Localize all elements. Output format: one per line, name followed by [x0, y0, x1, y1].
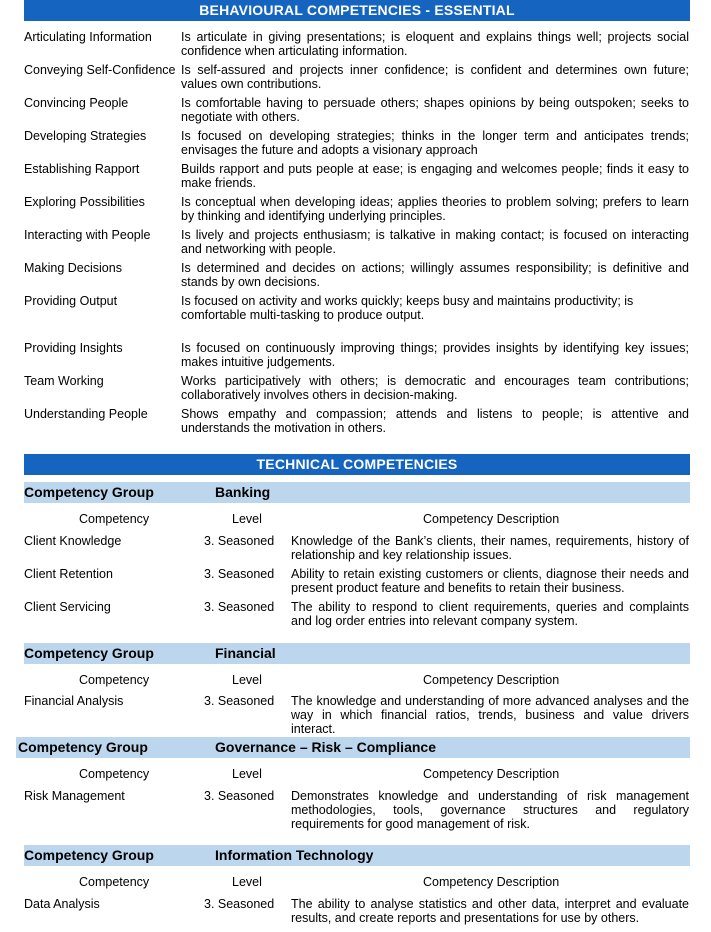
column-level: Level [232, 673, 262, 687]
behaviour-name: Establishing Rapport [24, 162, 140, 176]
behaviour-description: Is articulate in giving presentations; is eloquent and explains things well; projects social confidence when articulating information. [181, 30, 689, 58]
behaviour-name: Developing Strategies [24, 129, 147, 143]
behaviour-name: Making Decisions [24, 261, 122, 275]
technical-header: TECHNICAL COMPETENCIES [24, 454, 690, 475]
column-description: Competency Description [423, 512, 560, 526]
column-competency: Competency [79, 512, 150, 526]
competency-group-name: Financial [215, 645, 276, 661]
competency-description: Knowledge of the Bank’s clients, their names, requirements, history of relationship and key relationship issues. [291, 534, 689, 562]
behaviour-name: Conveying Self-Confidence [24, 63, 176, 77]
behaviour-name: Providing Output [24, 294, 118, 308]
competency-group-header [24, 643, 690, 664]
column-headers [24, 673, 689, 689]
competency-level: 3. Seasoned [204, 789, 275, 803]
competency-group-header [24, 845, 690, 866]
column-level: Level [232, 767, 262, 781]
competency-name: Client Knowledge [24, 534, 122, 548]
behaviour-name: Providing Insights [24, 341, 123, 355]
competency-description: The knowledge and understanding of more advanced analyses and the way in which financial ratios, trends, business and value drivers interact. [291, 694, 689, 736]
column-headers [24, 767, 689, 783]
column-level: Level [232, 512, 262, 526]
behaviour-name: Understanding People [24, 407, 148, 421]
competency-name: Financial Analysis [24, 694, 124, 708]
competency-description: The ability to analyse statistics and other data, interpret and evaluate results, and create reports and presentations for use by others. [291, 897, 689, 925]
competency-level: 3. Seasoned [204, 534, 275, 548]
column-description: Competency Description [423, 767, 560, 781]
behaviour-name: Articulating Information [24, 30, 152, 44]
behaviour-description: Is self-assured and projects inner confidence; is confident and determines own future; values own contributions. [181, 63, 689, 91]
column-description: Competency Description [423, 875, 560, 889]
competency-group-label: Competency Group [24, 847, 154, 863]
competency-name: Client Retention [24, 567, 113, 581]
behaviour-description: Is conceptual when developing ideas; applies theories to problem solving; prefers to learn by thinking and identifying underlying principles. [181, 195, 689, 223]
behaviour-name: Convincing People [24, 96, 129, 110]
competency-description: The ability to respond to client requirements, queries and complaints and log order entries into relevant company system. [291, 600, 689, 628]
competency-group-name: Banking [215, 484, 271, 500]
column-headers [24, 512, 689, 528]
competency-group-name: Information Technology [215, 847, 374, 863]
competency-level: 3. Seasoned [204, 567, 275, 581]
competency-description: Ability to retain existing customers or clients, diagnose their needs and present product feature and benefits to retain their business. [291, 567, 689, 595]
competency-level: 3. Seasoned [204, 600, 275, 614]
behaviour-description: Builds rapport and puts people at ease; is engaging and welcomes people; finds it easy to make friends. [181, 162, 689, 190]
competency-group-name: Governance – Risk – Compliance [215, 739, 436, 755]
behaviour-description: Is focused on activity and works quickly; keeps busy and maintains productivity; is comfortable multi-tasking to produce output. [181, 294, 634, 322]
column-competency: Competency [79, 767, 150, 781]
behaviour-description: Is lively and projects enthusiasm; is talkative in making contact; is focused on interacting and networking with people. [181, 228, 689, 256]
behaviour-description: Is determined and decides on actions; willingly assumes responsibility; is definitive and stands by own decisions. [181, 261, 689, 289]
competency-group-label: Competency Group [24, 484, 154, 500]
column-competency: Competency [79, 673, 150, 687]
behaviour-name: Team Working [24, 374, 104, 388]
column-description: Competency Description [423, 673, 560, 687]
behaviour-description: Works participatively with others; is democratic and encourages team contributions; collaboratively involves others in decision-making. [181, 374, 689, 402]
competency-group-header [24, 482, 690, 503]
column-level: Level [232, 875, 262, 889]
behaviour-description: Is comfortable having to persuade others; shapes opinions by being outspoken; seeks to negotiate with others. [181, 96, 689, 124]
behaviour-description: Shows empathy and compassion; attends and listens to people; is attentive and understands the motivation in others. [181, 407, 689, 435]
column-headers [24, 875, 689, 891]
competency-name: Data Analysis [24, 897, 100, 911]
competency-group-label: Competency Group [18, 739, 148, 755]
competency-level: 3. Seasoned [204, 897, 275, 911]
competency-group-label: Competency Group [24, 645, 154, 661]
behaviour-name: Interacting with People [24, 228, 151, 242]
competency-description: Demonstrates knowledge and understanding of risk management methodologies, tools, governance structures and regulatory requirements for good management of risk. [291, 789, 689, 831]
competency-name: Risk Management [24, 789, 125, 803]
behaviour-description: Is focused on continuously improving things; provides insights by identifying key issues; makes intuitive judgements. [181, 341, 689, 369]
competency-name: Client Servicing [24, 600, 111, 614]
behaviour-name: Exploring Possibilities [24, 195, 145, 209]
behaviour-description: Is focused on developing strategies; thinks in the longer term and anticipates trends; envisages the future and adopts a visionary approach [181, 129, 689, 157]
competency-group-header [16, 737, 690, 758]
competency-level: 3. Seasoned [204, 694, 275, 708]
behavioural-header: BEHAVIOURAL COMPETENCIES - ESSENTIAL [24, 0, 690, 21]
column-competency: Competency [79, 875, 150, 889]
